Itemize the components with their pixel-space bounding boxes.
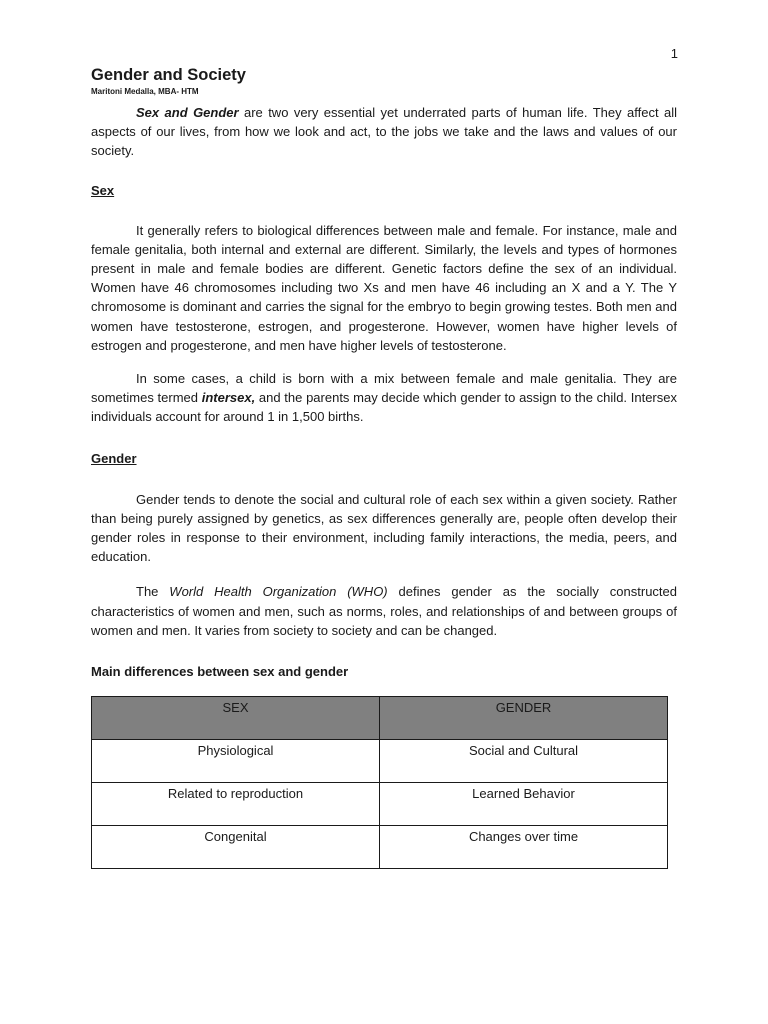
table-header-row <box>92 697 668 740</box>
gender-heading: Gender <box>91 450 137 466</box>
document-body <box>91 64 677 869</box>
who-term: World Health Organization (WHO) <box>169 584 388 600</box>
table-header-sex: SEX <box>92 697 380 740</box>
table-row <box>92 826 668 869</box>
table-row <box>92 783 668 826</box>
gender-paragraph-2-text-b: defines gender as the socially constructed characteristics of women and men, such as norms, roles, and relationships of and between groups of women and men. It varies from society to society and can be changed. <box>91 584 678 638</box>
table-cell-gender: Learned Behavior <box>380 783 668 826</box>
intro-emphasis: Sex and Gender <box>136 105 239 120</box>
document-title: Gender and Society <box>91 66 246 84</box>
gender-paragraph-2-text-a: The <box>136 584 170 600</box>
table-cell-gender: Changes over time <box>380 826 668 869</box>
sex-gender-table <box>91 696 668 869</box>
table-header-gender: GENDER <box>380 697 668 740</box>
table-cell-sex: Related to reproduction <box>92 783 380 826</box>
author-line: Maritoni Medalla, MBA- HTM <box>91 87 199 96</box>
table-row <box>92 740 668 783</box>
page-number: 1 <box>670 46 678 61</box>
gender-paragraph-1: Gender tends to denote the social and cultural role of each sex within a given society. Rather than being purely assigned by genetics, as sex differences generally are, people often develop their gender roles in response to their environment, including family interactions, the media, peers, and education. <box>91 491 677 565</box>
sex-paragraph-2-text-a: In some cases, a child is born with a mix between female and male genitalia. They are sometimes termed <box>91 371 677 406</box>
table-cell-sex: Physiological <box>92 740 380 783</box>
table-cell-sex: Congenital <box>92 826 380 869</box>
sex-heading: Sex <box>91 182 115 198</box>
table-cell-gender: Social and Cultural <box>380 740 668 783</box>
sex-paragraph-1: It generally refers to biological differences between male and female. For instance, male and female genitalia, both internal and external are different. Similarly, the levels and types of hormones present in male and female bodies are different. Genetic factors define the sex of an individual. Women have 46 chromosomes including two Xs and men have 46 including an X and a Y. The Y chromosome is dominant and carries the signal for the embryo to begin growing testes. Both men and women have testosterone, estrogen, and progesterone. However, women have higher levels of estrogen and progesterone, and men have higher levels of testosterone. <box>91 222 677 353</box>
intro-text: are two very essential yet underrated parts of human life. They affect all aspects of our lives, from how we look and act, to the jobs we take and the laws and values of our society. <box>91 105 677 159</box>
intersex-term: intersex, <box>201 390 256 406</box>
intro-paragraph <box>91 103 677 161</box>
sex-paragraph-2 <box>91 369 677 427</box>
gender-paragraph-2 <box>91 582 677 640</box>
differences-heading: Main differences between sex and gender <box>91 664 349 680</box>
sex-paragraph-2-text-b: and the parents may decide which gender to assign to the child. Intersex individuals account for around 1 in 1,500 births. <box>91 390 677 425</box>
